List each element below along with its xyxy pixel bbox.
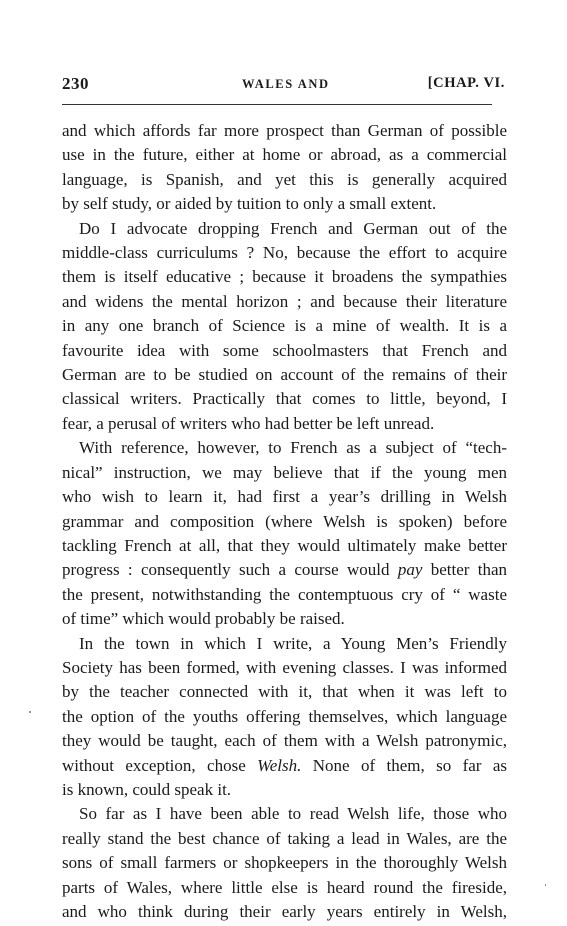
chapter-label: [CHAP. VI. <box>427 75 505 91</box>
text-line: nical” instruction, we may believe that if the young men <box>62 462 507 482</box>
text-line: who wish to learn it, had first a year’s drilling in Welsh <box>62 487 507 507</box>
text-line: tackling French at all, that they would ultimately make better <box>62 535 507 555</box>
page-number: 230 <box>62 74 89 93</box>
text-line: and who think during their early years entirely in Welsh, <box>62 902 507 921</box>
running-title: WALES AND <box>242 77 330 91</box>
text-fragment: progress : consequently such a course would <box>62 560 390 580</box>
text-line: the option of the youths offering themselves, which language <box>62 706 507 726</box>
body-text <box>62 119 507 924</box>
text-fragment: None of them, so far as <box>312 755 507 775</box>
text-line: Do I advocate dropping French and German out of the <box>79 218 507 238</box>
text-line: by self study, or aided by tuition to only a small extent. <box>62 194 437 214</box>
text-line: classical writers. Practically that comes to little, beyond, I <box>62 389 507 409</box>
text-line: use in the future, either at home or abroad, as a commercial <box>62 145 507 165</box>
text-fragment: without exception, chose <box>62 755 246 775</box>
text-line: sons of small farmers or shopkeepers in the thoroughly Welsh <box>62 853 507 873</box>
text-line: them is itself educative ; because it broadens the sympathies <box>62 267 507 287</box>
text-line: parts of Wales, where little else is heard round the fireside, <box>62 877 507 897</box>
text-line: In the town in which I write, a Young Men’s Friendly <box>79 633 507 653</box>
text-line: of time” which would probably be raised. <box>62 609 345 629</box>
italic-word: Welsh. <box>257 755 302 775</box>
page-header <box>62 74 505 94</box>
text-line: the present, notwithstanding the contemptuous cry of “ waste <box>62 584 507 604</box>
text-line: middle-class curriculums ? No, because the effort to acquire <box>62 243 507 263</box>
text-line: and which affords far more prospect than German of possible <box>62 121 507 140</box>
text-line: by the teacher connected with it, that when it was left to <box>62 682 507 702</box>
text-fragment: better than <box>430 560 508 580</box>
text-line: is known, could speak it. <box>62 779 232 799</box>
text-line: German are to be studied on account of the remains of their <box>62 365 507 385</box>
text-line: and widens the mental horizon ; and because their literature <box>62 291 507 311</box>
text-line: really stand the best chance of taking a lead in Wales, are the <box>62 828 507 848</box>
text-line: So far as I have been able to read Welsh life, those who <box>79 804 507 824</box>
text-line: language, is Spanish, and yet this is generally acquired <box>62 169 507 189</box>
text-line: favourite idea with some schoolmasters that French and <box>62 340 507 360</box>
text-line: in any one branch of Science is a mine of wealth. It is a <box>62 316 507 336</box>
text-line-with-italic <box>62 558 507 582</box>
text-line-with-italic <box>62 754 507 778</box>
header-rule <box>62 104 492 105</box>
text-line: fear, a perusal of writers who had better be left unread. <box>62 413 435 433</box>
margin-speck <box>545 884 546 886</box>
text-line: grammar and composition (where Welsh is spoken) before <box>62 511 507 531</box>
text-line: they would be taught, each of them with a Welsh patronymic, <box>62 731 507 751</box>
text-line: With reference, however, to French as a subject of “tech- <box>79 438 507 458</box>
italic-word: pay <box>397 560 423 580</box>
text-line: Society has been formed, with evening classes. I was informed <box>62 657 507 677</box>
margin-speck <box>29 711 31 713</box>
